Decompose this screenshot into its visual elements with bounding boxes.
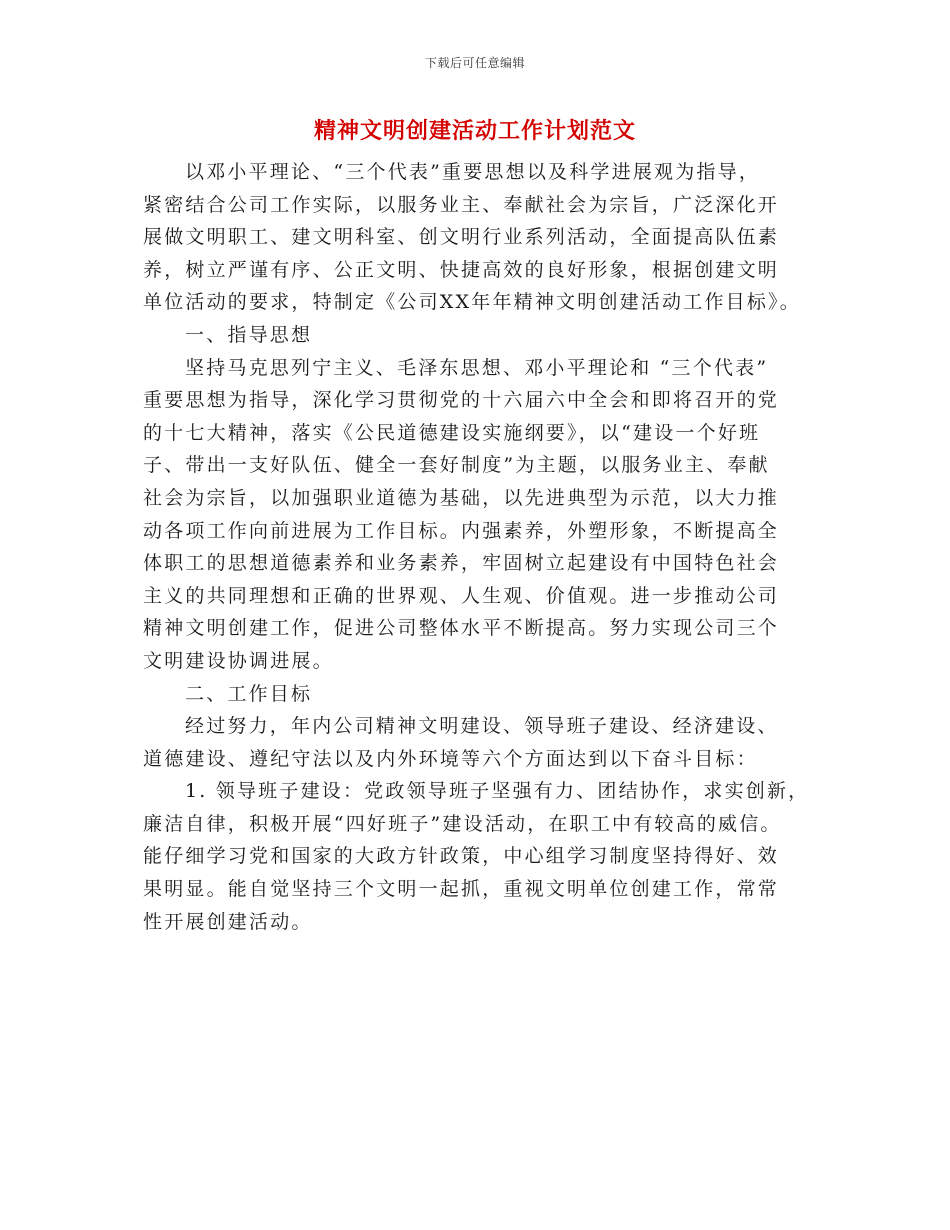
document-title: 精神文明创建活动工作计划范文 (313, 118, 636, 144)
body-line: 养，树立严谨有序、公正文明、快捷高效的良好形象，根据创建文明 (143, 258, 780, 281)
header-note: 下载后可任意编辑 (424, 56, 525, 70)
body-line: 展做文明职工、建文明科室、创文明行业系列活动，全面提高队伍素 (143, 226, 780, 249)
body-line: 道德建设、遵纪守法以及内外环境等六个方面达到以下奋斗目标： (143, 747, 758, 770)
section-heading: 一、指导思想 (185, 323, 313, 346)
body-line: 子、带出一支好队伍、健全一套好制度”为主题，以服务业主、奉献 (143, 454, 770, 477)
body-line: 精神文明创建工作，促进公司整体水平不断提高。努力实现公司三个 (143, 617, 780, 640)
body-line: 文明建设协调进展。 (143, 649, 334, 672)
body-line: 重要思想为指导，深化学习贯彻党的十六届六中全会和即将召开的党 (143, 389, 780, 412)
body-line: 经过努力，年内公司精神文明建设、领导班子建设、经济建设、 (185, 715, 779, 738)
document-body (143, 156, 823, 938)
section-heading: 二、工作目标 (185, 682, 313, 705)
body-line: 廉洁自律，积极开展“四好班子”建设活动，在职工中有较高的威信。 (143, 812, 782, 835)
body-line: 以邓小平理论、“三个代表”重要思想以及科学进展观为指导， (185, 161, 761, 183)
body-line: 坚持马克思列宁主义、毛泽东思想、邓小平理论和 “三个代表” (185, 356, 769, 379)
body-line: 的十七大精神，落实《公民道德建设实施纲要》，以“建设一个好班 (143, 421, 761, 444)
body-line: 果明显。能自觉坚持三个文明一起抓，重视文明单位创建工作，常常 (143, 878, 780, 901)
body-line: 动各项工作向前进展为工作目标。内强素养，外塑形象，不断提高全 (143, 519, 780, 542)
body-line: 紧密结合公司工作实际，以服务业主、奉献社会为宗旨，广泛深化开 (143, 193, 780, 216)
body-line: 主义的共同理想和正确的世界观、人生观、价值观。进一步推动公司 (143, 584, 780, 607)
body-line: 体职工的思想道德素养和业务素养，牢固树立起建设有中国特色社会 (143, 552, 780, 575)
body-line: 单位活动的要求，特制定《公司XX年年精神文明创建活动工作目标》。 (143, 291, 801, 314)
body-line: 性开展创建活动。 (143, 910, 313, 933)
body-line: 能仔细学习党和国家的大政方针政策，中心组学习制度坚持得好、效 (143, 845, 780, 868)
body-line: 社会为宗旨，以加强职业道德为基础，以先进典型为示范，以大力推 (143, 486, 780, 509)
list-item-line: 1. 领导班子建设：党政领导班子坚强有力、团结协作，求实创新， (185, 780, 810, 803)
